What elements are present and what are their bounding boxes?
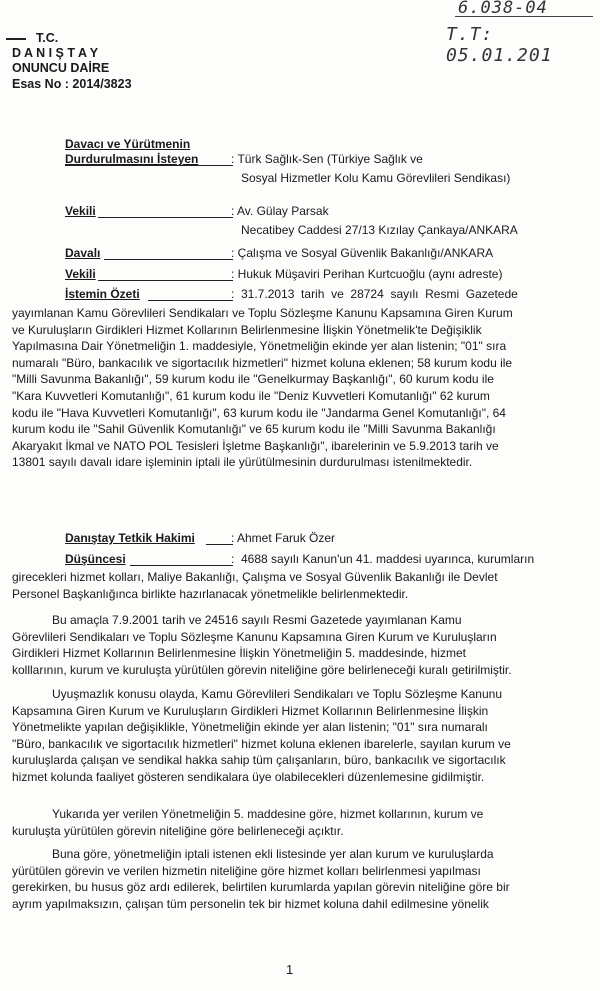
davaci-label-1: Davacı ve Yürütmenin: [65, 137, 191, 151]
dusuncesi-body: [12, 569, 587, 602]
text-line: kurum kodu ile "Sahil Güvenlik Komutanlığı" ve 65 kurum kodu ile "Milli Savunma Bakanlığı: [12, 422, 496, 437]
vekili-label-2: Vekili: [65, 267, 96, 281]
dusuncesi-label: Düşüncesi: [65, 552, 126, 566]
istem-fill-line: [148, 300, 233, 301]
header-danistay: D A N I Ş T A Y: [12, 46, 99, 60]
vekili-value-2: : Hukuk Müşaviri Perihan Kurtcuoğlu (aynı adreste): [231, 267, 503, 281]
header-dash: [6, 38, 26, 40]
text-line: Yukarıda yer verilen Yönetmeliğin 5. maddesine göre, hizmet kollarının, kurum ve: [52, 807, 484, 821]
text-line: Buna göre, yönetmeliğin iptali istenen ekli listesinde yer alan kurum ve kuruluşlarda: [52, 847, 494, 861]
text-line: numaralı "Büro, bankacılık ve sigortacılık hizmetleri" hizmet koluna eklenen; 58 kurum kodu ile: [12, 355, 513, 370]
text-line: Uyuşmazlık konusu olayda, Kamu Görevlileri Sendikaları ve Toplu Sözleşme Kanunu: [52, 687, 503, 701]
text-line: yayımlanan Kamu Görevlileri Sendikaları ve Toplu Sözleşme Kanunu Kapsamına Giren Kurum: [12, 306, 513, 320]
page-number: 1: [286, 962, 294, 977]
vekili-fill-line-1: [98, 217, 233, 218]
paragraph-3: [12, 686, 587, 786]
text-line: Görevlileri Sendikaları ve Toplu Sözleşme Kanunu Kapsamına Giren Kurum ve Kuruluşların: [12, 629, 497, 644]
header-esas-no: Esas No : 2014/3823: [12, 77, 132, 91]
text-line: ayrım yapılmaksızın, çalışan tüm personelin tek bir hizmet koluna dahil edilmesine yönelik: [12, 896, 489, 911]
istem-ozeti-body: [12, 305, 587, 471]
handwritten-underline: [455, 16, 593, 17]
handwritten-reference: 6.038-04: [458, 0, 548, 18]
text-line: Girdikleri Hizmet Kollarının Belirlenmesine İlişkin Yönetmeliğin 5. maddesinde, hizmet: [12, 646, 466, 661]
text-line: ve Kuruluşların Girdikleri Hizmet Kollarının Belirlenmesine İlişkin Yönetmelik'te Değişiklik: [12, 322, 482, 337]
text-line: kuruluşta yürütülen görevin niteliğine göre belirleneceği açıktır.: [12, 823, 344, 838]
paragraph-2: [12, 612, 587, 678]
text-line: kuruluşlarda çalışan ve sendikal hakka sahip tüm çalışanların, büro, bankacılık ve sigortacılık: [12, 753, 506, 768]
text-line: Kapsamına Giren Kurum ve Kuruluşların Girdikleri Hizmet Kollarının Belirlenmesine İlişkin: [12, 703, 489, 718]
text-line: gerekirken, bu husus göz ardı edilerek, belirtilen kurumlarda yapılan görevin niteliğine göre bir: [12, 880, 510, 895]
vekili-label-1: Vekili: [65, 204, 96, 218]
text-line: Yönetmelikte yapılan değişiklikle, Yönetmeliğin ekinde yer alan listenin; "01" sıra numaralı: [12, 720, 488, 735]
text-line: "Milli Savunma Bakanlığı", 59 kurum kodu ile "Genelkurmay Başkanlığı", 60 kurum kodu ile: [12, 372, 494, 387]
dusuncesi-fill-line: [130, 565, 233, 566]
davaci-value-1: : Türk Sağlık-Sen (Türkiye Sağlık ve: [231, 152, 423, 166]
text-line: kolllarının, kurum ve kuruluşta yürütülen görevin niteliğine göre belirleneceği kuralı getirilmiştir.: [12, 662, 512, 677]
davali-value: : Çalışma ve Sosyal Güvenlik Bakanlığı/ANKARA: [231, 246, 494, 260]
istem-ozeti-first-line: : 31.7.2013 tarih ve 28724 sayılı Resmi Gazetede: [231, 287, 518, 301]
text-line: Akaryakıt İkmal ve NATO POL Tesisleri İşletme Başkanlığı", ibarelerinin ve 5.9.2013 tarih ve: [12, 438, 499, 453]
text-line: "Büro, bankacılık ve sigortacılık hizmetleri" hizmet koluna eklenen ibarelerle, sayılan kurum ve: [12, 736, 511, 751]
istem-ozeti-label: İstemin Özeti: [65, 287, 140, 301]
davali-label: Davalı: [65, 246, 101, 260]
text-line: 13801 sayılı davalı idare işleminin iptali ile yürütülmesinin durdurulması istenilmektedir.: [12, 455, 473, 470]
paragraph-4: [12, 806, 587, 839]
vekili-value-address: Necatibey Caddesi 27/13 Kızılay Çankaya/ANKARA: [241, 223, 518, 237]
vekili-fill-line-2: [98, 280, 233, 281]
header-tc: T.C.: [36, 31, 59, 45]
dusuncesi-first-line: : 4688 sayılı Kanun'un 41. maddesi uyarınca, kurumların: [231, 552, 535, 566]
text-line: girecekleri hizmet kolları, Maliye Bakanlığı, Çalışma ve Sosyal Güvenlik Bakanlığı ile Devlet: [12, 570, 498, 584]
text-line: hizmet kolunda faaliyet gösteren sendikalara üye olabilecekleri düzenlemesine gidilmiştir.: [12, 769, 485, 784]
davaci-value-2: Sosyal Hizmetler Kolu Kamu Görevlileri Sendikası): [241, 171, 511, 185]
text-line: Personel Başkanlığınca birlikte hazırlanacak yönetmelikle belirlenmektedir.: [12, 586, 409, 601]
tetkik-fill-line: [206, 544, 233, 545]
text-line: Bu amaçla 7.9.2001 tarih ve 24516 sayılı Resmi Gazetede yayımlanan Kamu: [52, 613, 462, 627]
text-line: "Kara Kuvvetleri Komutanlığı", 61 kurum kodu ile "Deniz Kuvvetleri Komutanlığı" 62 kurum: [12, 388, 490, 403]
tetkik-hakimi-label: Danıştay Tetkik Hakimi: [65, 531, 195, 545]
paragraph-5: [12, 846, 587, 912]
header-daire: ONUNCU DAİRE: [12, 61, 110, 75]
davaci-label-2: Durdurulmasını İsteyen: [65, 152, 199, 166]
handwritten-date: T.T: 05.01.201: [446, 24, 553, 66]
vekili-value-1: : Av. Gülay Parsak: [231, 204, 329, 218]
davali-fill-line: [104, 259, 233, 260]
text-line: kodu ile "Hava Kuvvetleri Komutanlığı", 63 kurum kodu ile "Jandarma Genel Komutanlığı", 64: [12, 405, 506, 420]
text-line: Yapılmasına Dair Yönetmeliğin 1. maddesiyle, Yönetmeliğin ekinde yer alan listenin; "01" sıra: [12, 339, 507, 354]
tetkik-hakimi-value: : Ahmet Faruk Özer: [231, 531, 336, 545]
text-line: yürütülen görevin ve verilen hizmetin niteliğine göre hizmet kolları belirlenmesi yapılması: [12, 863, 481, 878]
